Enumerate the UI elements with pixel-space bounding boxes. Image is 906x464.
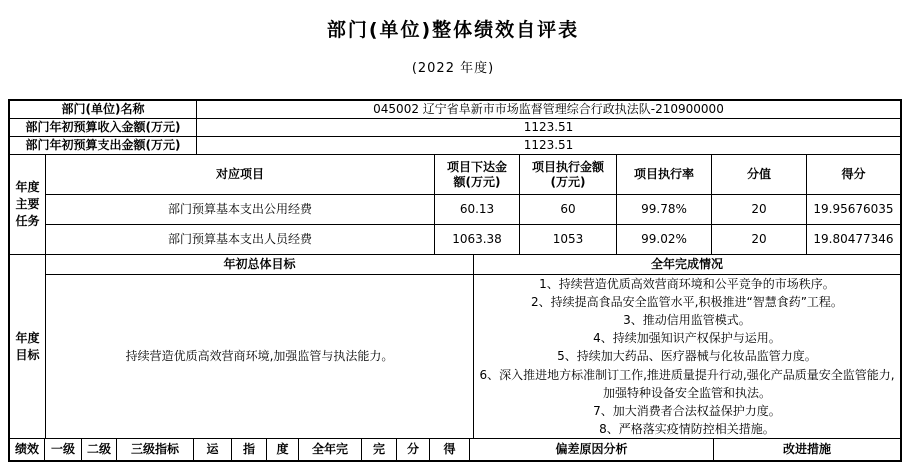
footer-cell-quannianwan: 全年完 [299,439,362,460]
dept-name-value: 045002 辽宁省阜新市市场监督管理综合行政执法队-210900000 [197,101,900,119]
task-row-1-score-value: 20 [712,195,807,225]
footer-cell-jixiao: 绩效 [10,439,45,460]
goals-left-header: 年初总体目标 [46,255,474,275]
completion-item-3: 3、推动信用监管模式。 [623,313,751,327]
task-row-2-project: 部门预算基本支出人员经费 [46,225,435,255]
completion-item-7: 7、加大消费者合法权益保护力度。 [593,404,781,419]
tasks-header-score: 得分 [807,155,900,195]
tasks-side-label: 年度主要任务 [10,155,46,255]
tasks-header-issued-amount: 项目下达金额(万元) [435,155,520,195]
footer-cell-improvement: 改进措施 [782,442,831,456]
tasks-header-score-value: 分值 [712,155,807,195]
footer-cell-fen: 分 [397,439,430,460]
tasks-header-project: 对应项目 [46,155,435,195]
task-row-1-executed: 60 [520,195,617,225]
dept-name-label: 部门(单位)名称 [10,101,197,119]
overall-goal-text: 持续营造优质高效营商环境,加强监管与执法能力。 [46,275,474,439]
page-subtitle: (2022 年度) [411,61,495,76]
task-row-2-executed: 1053 [520,225,617,255]
footer-cell-zhi: 指 [232,439,267,460]
tasks-section [10,155,900,255]
completion-item-2: 2、持续提高食品安全监管水平,积极推进“智慧食药”工程。 [531,294,843,309]
budget-expense-value: 1123.51 [197,137,900,155]
evaluation-table [8,99,902,462]
goals-side-label: 年度目标 [10,255,46,439]
budget-income-value: 1123.51 [197,119,900,137]
footer-cell-level3-indicator: 三级指标 [117,439,194,460]
footer-cell-du: 度 [267,439,299,460]
task-row-1-score: 19.95676035 [807,195,900,225]
goals-section [10,255,900,439]
task-row-2-rate: 99.02% [617,225,712,255]
completion-item-6: 6、深入推进地方标准制订工作,推进质量提升行动,强化产品质量安全监管能力,加强特种设备安全监管和执法。 [479,367,895,400]
completion-list [474,275,900,439]
tasks-header-executed-amount: 项目执行金额(万元) [520,155,617,195]
task-row-1-rate: 99.78% [617,195,712,225]
task-row-1-issued: 60.13 [435,195,520,225]
info-section [10,101,900,155]
page-title: 部门(单位)整体绩效自评表 [326,19,580,41]
footer-cell-level2: 二级 [82,439,117,460]
budget-income-label: 部门年初预算收入金额(万元) [10,119,197,137]
task-row-1-project: 部门预算基本支出公用经费 [46,195,435,225]
goals-right-header: 全年完成情况 [474,255,900,275]
completion-item-4: 4、持续加强知识产权保护与运用。 [593,331,781,346]
budget-expense-label: 部门年初预算支出金额(万元) [10,137,197,155]
tasks-header-execution-rate: 项目执行率 [617,155,712,195]
task-row-2-score: 19.80477346 [807,225,900,255]
footer-header-row [10,439,900,460]
footer-cell-de: 得 [430,439,470,460]
task-row-2-score-value: 20 [712,225,807,255]
completion-item-8: 8、严格落实疫情防控相关措施。 [599,422,775,437]
footer-cell-wan: 完 [362,439,397,460]
footer-cell-yun: 运 [194,439,232,460]
footer-cell-level1: 一级 [45,439,82,460]
completion-item-1: 1、持续营造优质高效营商环境和公平竞争的市场秩序。 [539,276,835,291]
footer-cell-deviation-analysis: 偏差原因分析 [470,439,714,460]
completion-item-5: 5、持续加大药品、医疗器械与化妆品监管力度。 [557,349,817,364]
task-row-2-issued: 1063.38 [435,225,520,255]
